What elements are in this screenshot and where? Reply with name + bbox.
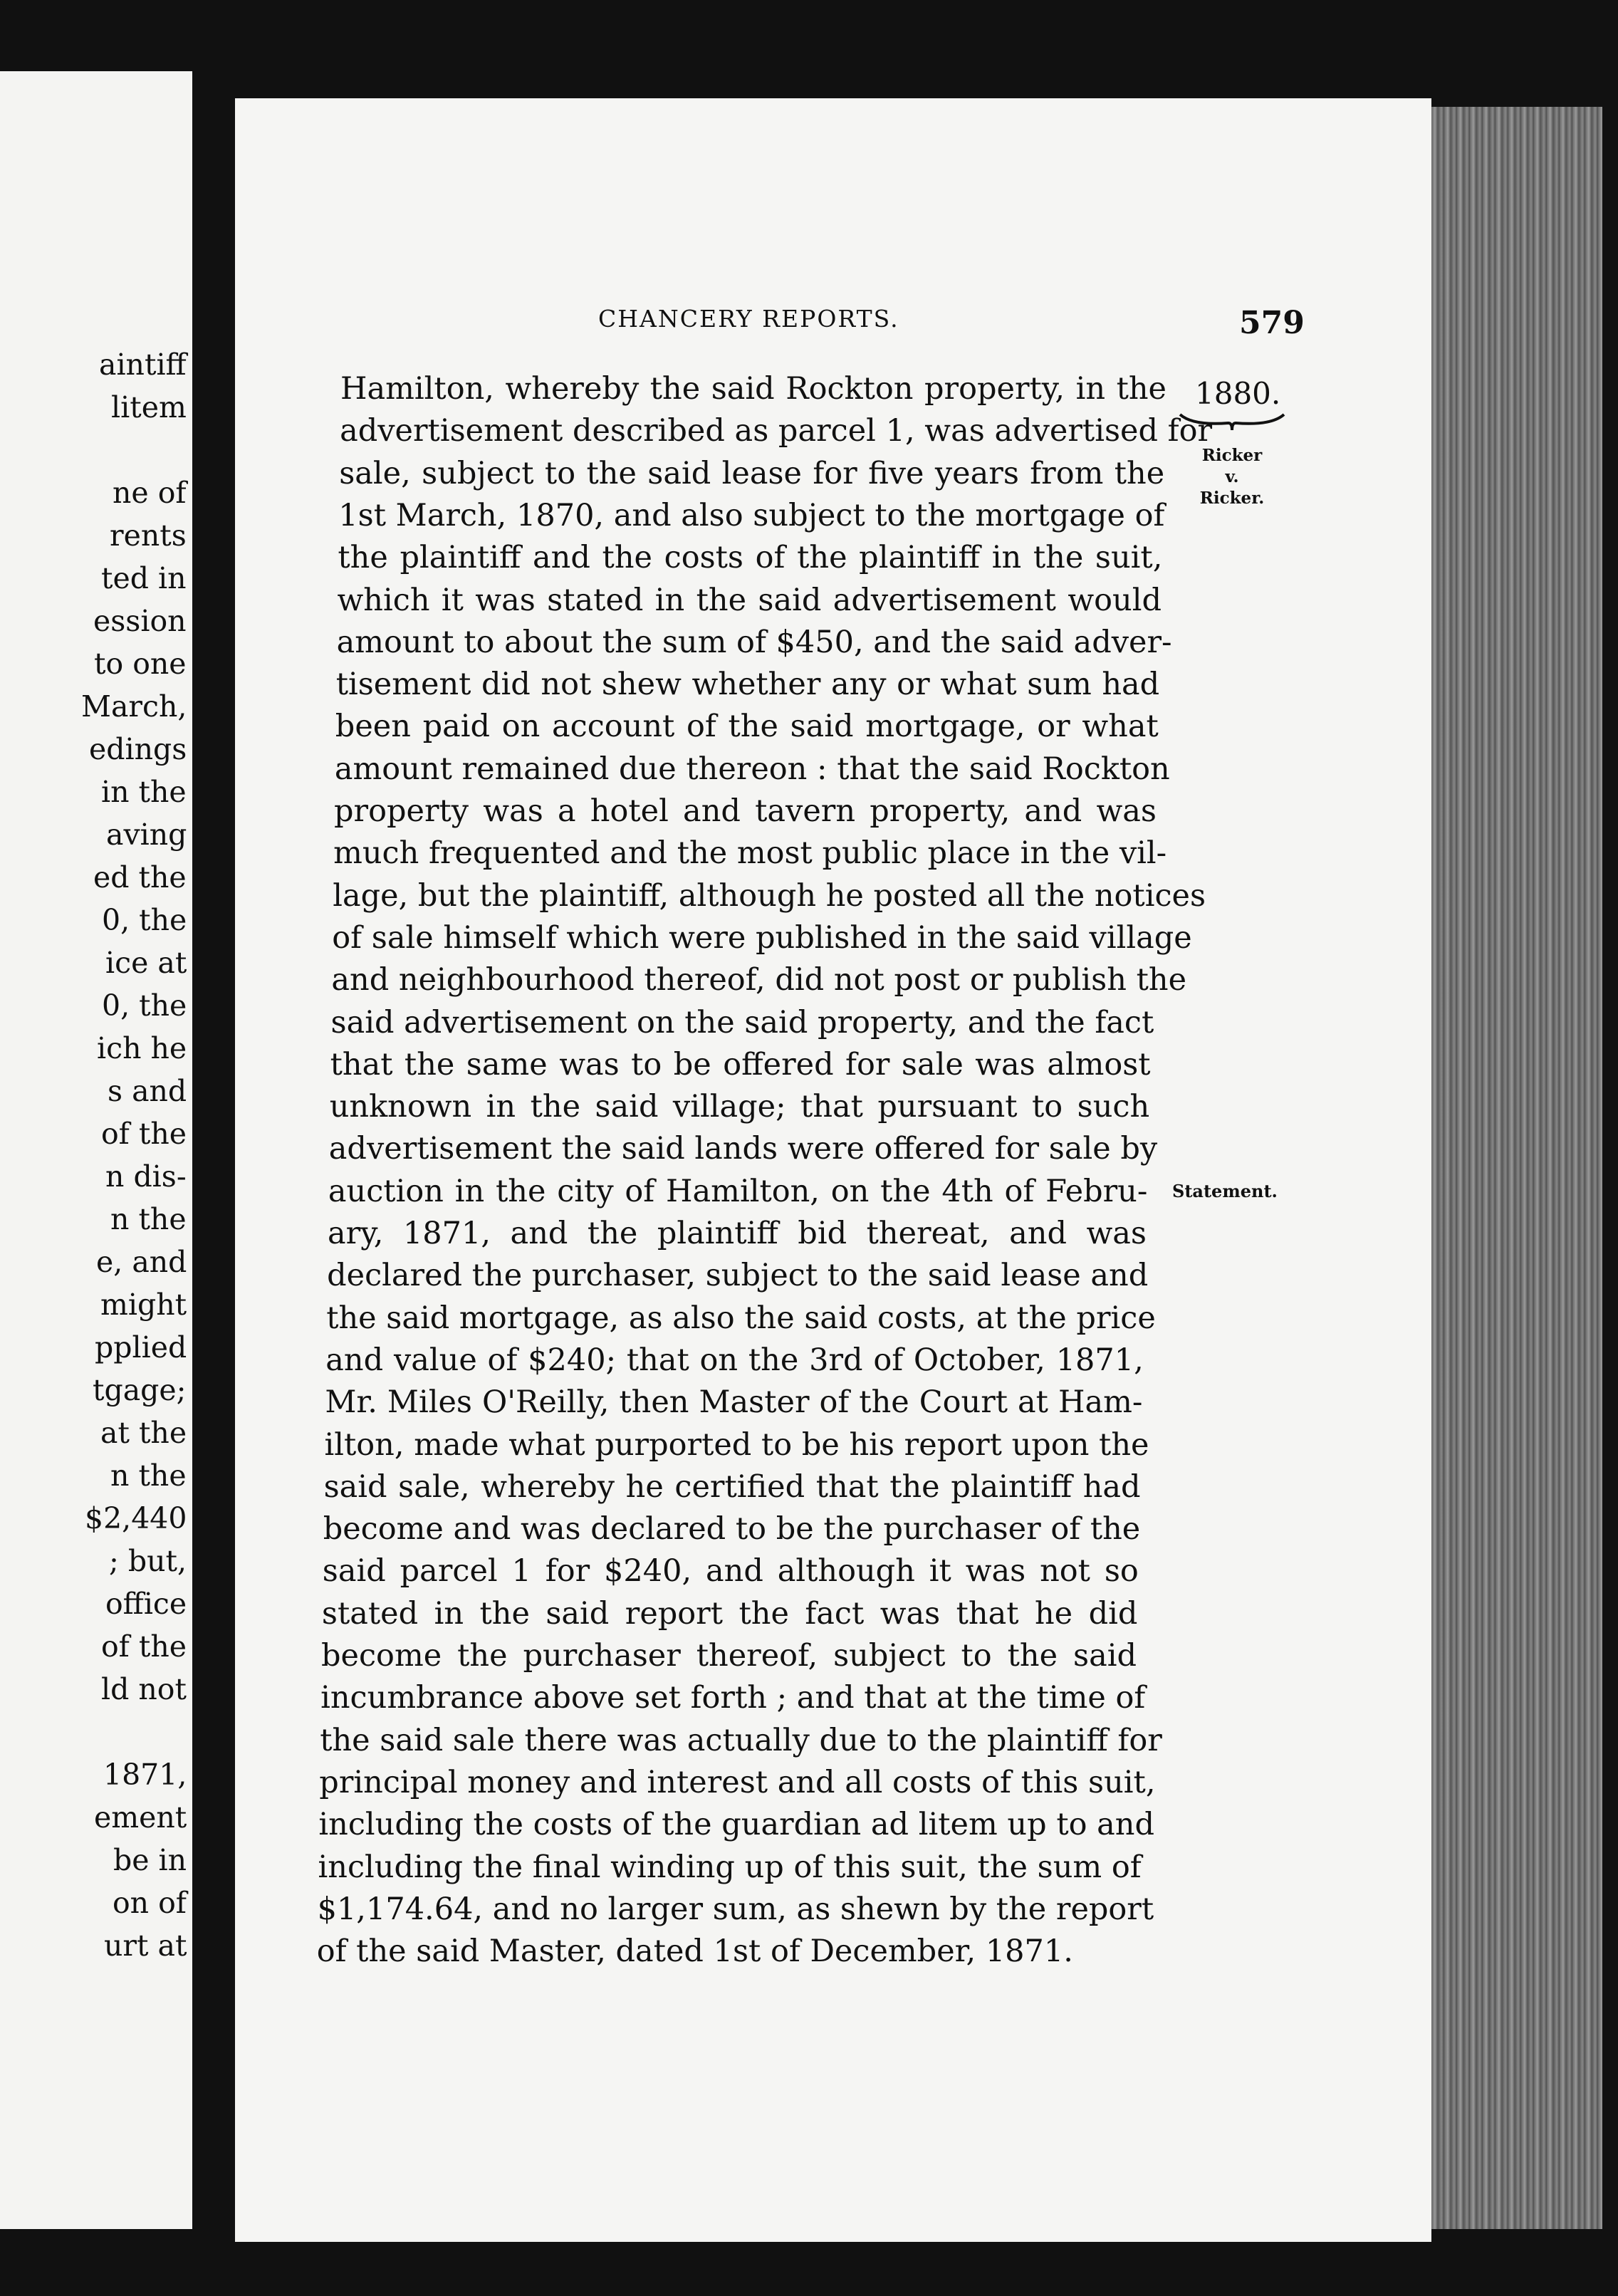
body-line: said sale, whereby he certified that the plaintiff had xyxy=(323,1468,1141,1505)
body-line: ary, 1871, and the plaintiff bid thereat, and was xyxy=(328,1216,1147,1251)
body-line: stated in the said report the fact was that he did xyxy=(321,1595,1138,1632)
facing-page-line: e, and xyxy=(96,1245,187,1279)
body-line: ilton, made what purported to be his report upon the xyxy=(324,1426,1149,1463)
body-line: tisement did not shew whether any or what sum had xyxy=(335,667,1160,703)
case-name xyxy=(1175,445,1289,509)
facing-page-line: ed the xyxy=(93,860,187,894)
body-line: unknown in the said village; that pursuant to such xyxy=(329,1089,1150,1125)
facing-page-line: urt at xyxy=(104,1929,187,1963)
facing-page-line: edings xyxy=(89,732,187,766)
facing-page-line: ession xyxy=(93,604,187,638)
facing-page-line: tgage; xyxy=(93,1373,187,1407)
body-line: principal money and interest and all costs of this suit, xyxy=(319,1764,1156,1800)
facing-page-line: s and xyxy=(108,1074,187,1108)
facing-page-line: rents xyxy=(110,518,187,553)
body-line: Hamilton, whereby the said Rockton property, in the xyxy=(340,371,1166,407)
facing-page-line: 0, the xyxy=(102,988,187,1023)
facing-page-line: to one xyxy=(94,647,187,681)
facing-page-line: on of xyxy=(113,1886,187,1920)
body-line: incumbrance above set forth ; and that at the time of xyxy=(320,1680,1146,1716)
body-line: property was a hotel and tavern property, and was xyxy=(334,793,1157,829)
page-number: 579 xyxy=(1239,305,1305,341)
facing-page-line: ne of xyxy=(113,476,187,510)
body-line: which it was stated in the said advertisement would xyxy=(337,582,1162,618)
body-line: Mr. Miles O'Reilly, then Master of the Court at Ham- xyxy=(325,1384,1143,1421)
body-line: the said sale there was actually due to the plaintiff for xyxy=(320,1722,1162,1758)
case-party-1: Ricker xyxy=(1201,446,1263,465)
body-line: the plaintiff and the costs of the plaintiff in the suit, xyxy=(338,540,1163,576)
facing-page-line: 0, the xyxy=(102,903,187,937)
body-line: the said mortgage, as also the said costs, at the price xyxy=(326,1300,1156,1336)
facing-page-line: might xyxy=(100,1288,187,1322)
body-line: much frequented and the most public place in the vil- xyxy=(333,835,1167,872)
body-line: $1,174.64, and no larger sum, as shewn by the report xyxy=(317,1891,1154,1927)
facing-page-line: ld not xyxy=(101,1672,187,1706)
case-party-2: Ricker. xyxy=(1199,489,1265,508)
facing-page-line: be in xyxy=(113,1843,187,1877)
body-line: auction in the city of Hamilton, on the 4th of Febru- xyxy=(328,1173,1148,1209)
body-line: become and was declared to be the purchaser of the xyxy=(323,1511,1141,1548)
facing-page-line: ; but, xyxy=(109,1544,187,1578)
body-line: said parcel 1 for $240, and although it was not so xyxy=(322,1553,1139,1590)
body-line: declared the purchaser, subject to the said lease and xyxy=(327,1258,1149,1294)
facing-page-line: $2,440 xyxy=(85,1501,187,1535)
facing-page-line: in the xyxy=(101,775,187,809)
facing-page-line: n the xyxy=(110,1202,187,1236)
statement-label: Statement. xyxy=(1172,1181,1278,1201)
body-line: including the final winding up of this suit, the sum of xyxy=(318,1849,1142,1885)
facing-page-line: n dis- xyxy=(105,1159,187,1194)
body-line: of sale himself which were published in the said village xyxy=(332,919,1192,956)
facing-page-line: ted in xyxy=(101,561,187,595)
facing-page-line: aintiff xyxy=(99,348,187,382)
body-line: advertisement the said lands were offered for sale by xyxy=(328,1131,1158,1167)
facing-page-line: of the xyxy=(101,1629,187,1664)
case-versus: v. xyxy=(1225,467,1239,486)
body-line: amount to about the sum of $450, and the said adver- xyxy=(336,624,1172,660)
facing-page-line: ement xyxy=(94,1800,187,1835)
facing-page-line: of the xyxy=(101,1117,187,1151)
body-line: and value of $240; that on the 3rd of October, 1871, xyxy=(325,1342,1144,1378)
page-edges xyxy=(1431,107,1602,2229)
body-line: 1st March, 1870, and also subject to the mortgage of xyxy=(338,497,1165,533)
body-line: lage, but the plaintiff, although he posted all the notices xyxy=(333,877,1206,914)
facing-page-line: 1871, xyxy=(103,1758,187,1792)
body-line: said advertisement on the said property, and the fact xyxy=(330,1004,1154,1040)
body-line: and neighbourhood thereof, did not post or publish the xyxy=(331,962,1187,998)
body-line: advertisement described as parcel 1, was advertised for xyxy=(340,413,1213,449)
facing-page-line: n the xyxy=(110,1459,187,1493)
margin-year: 1880. xyxy=(1195,376,1281,411)
body-line: amount remained due thereon : that the said Rockton xyxy=(334,751,1170,787)
body-line: become the purchaser thereof, subject to the said xyxy=(321,1638,1137,1674)
facing-page-line: ich he xyxy=(97,1031,187,1065)
body-line: been paid on account of the said mortgage, or what xyxy=(335,709,1159,745)
facing-page-line: office xyxy=(105,1587,187,1621)
body-line: that the same was to be offered for sale was almost xyxy=(330,1046,1151,1082)
facing-page-line: at the xyxy=(100,1416,187,1450)
body-line: sale, subject to the said lease for five years from the xyxy=(339,455,1165,491)
running-title: CHANCERY REPORTS. xyxy=(598,305,899,333)
body-line: including the costs of the guardian ad litem up to and xyxy=(318,1807,1155,1843)
facing-page-line: litem xyxy=(111,390,187,424)
facing-page-line: pplied xyxy=(95,1330,187,1364)
body-line: of the said Master, dated 1st of December, 1871. xyxy=(316,1934,1073,1970)
facing-page-line: ice at xyxy=(105,946,187,980)
facing-page-line: aving xyxy=(106,818,187,852)
facing-page-line: March, xyxy=(81,689,187,724)
